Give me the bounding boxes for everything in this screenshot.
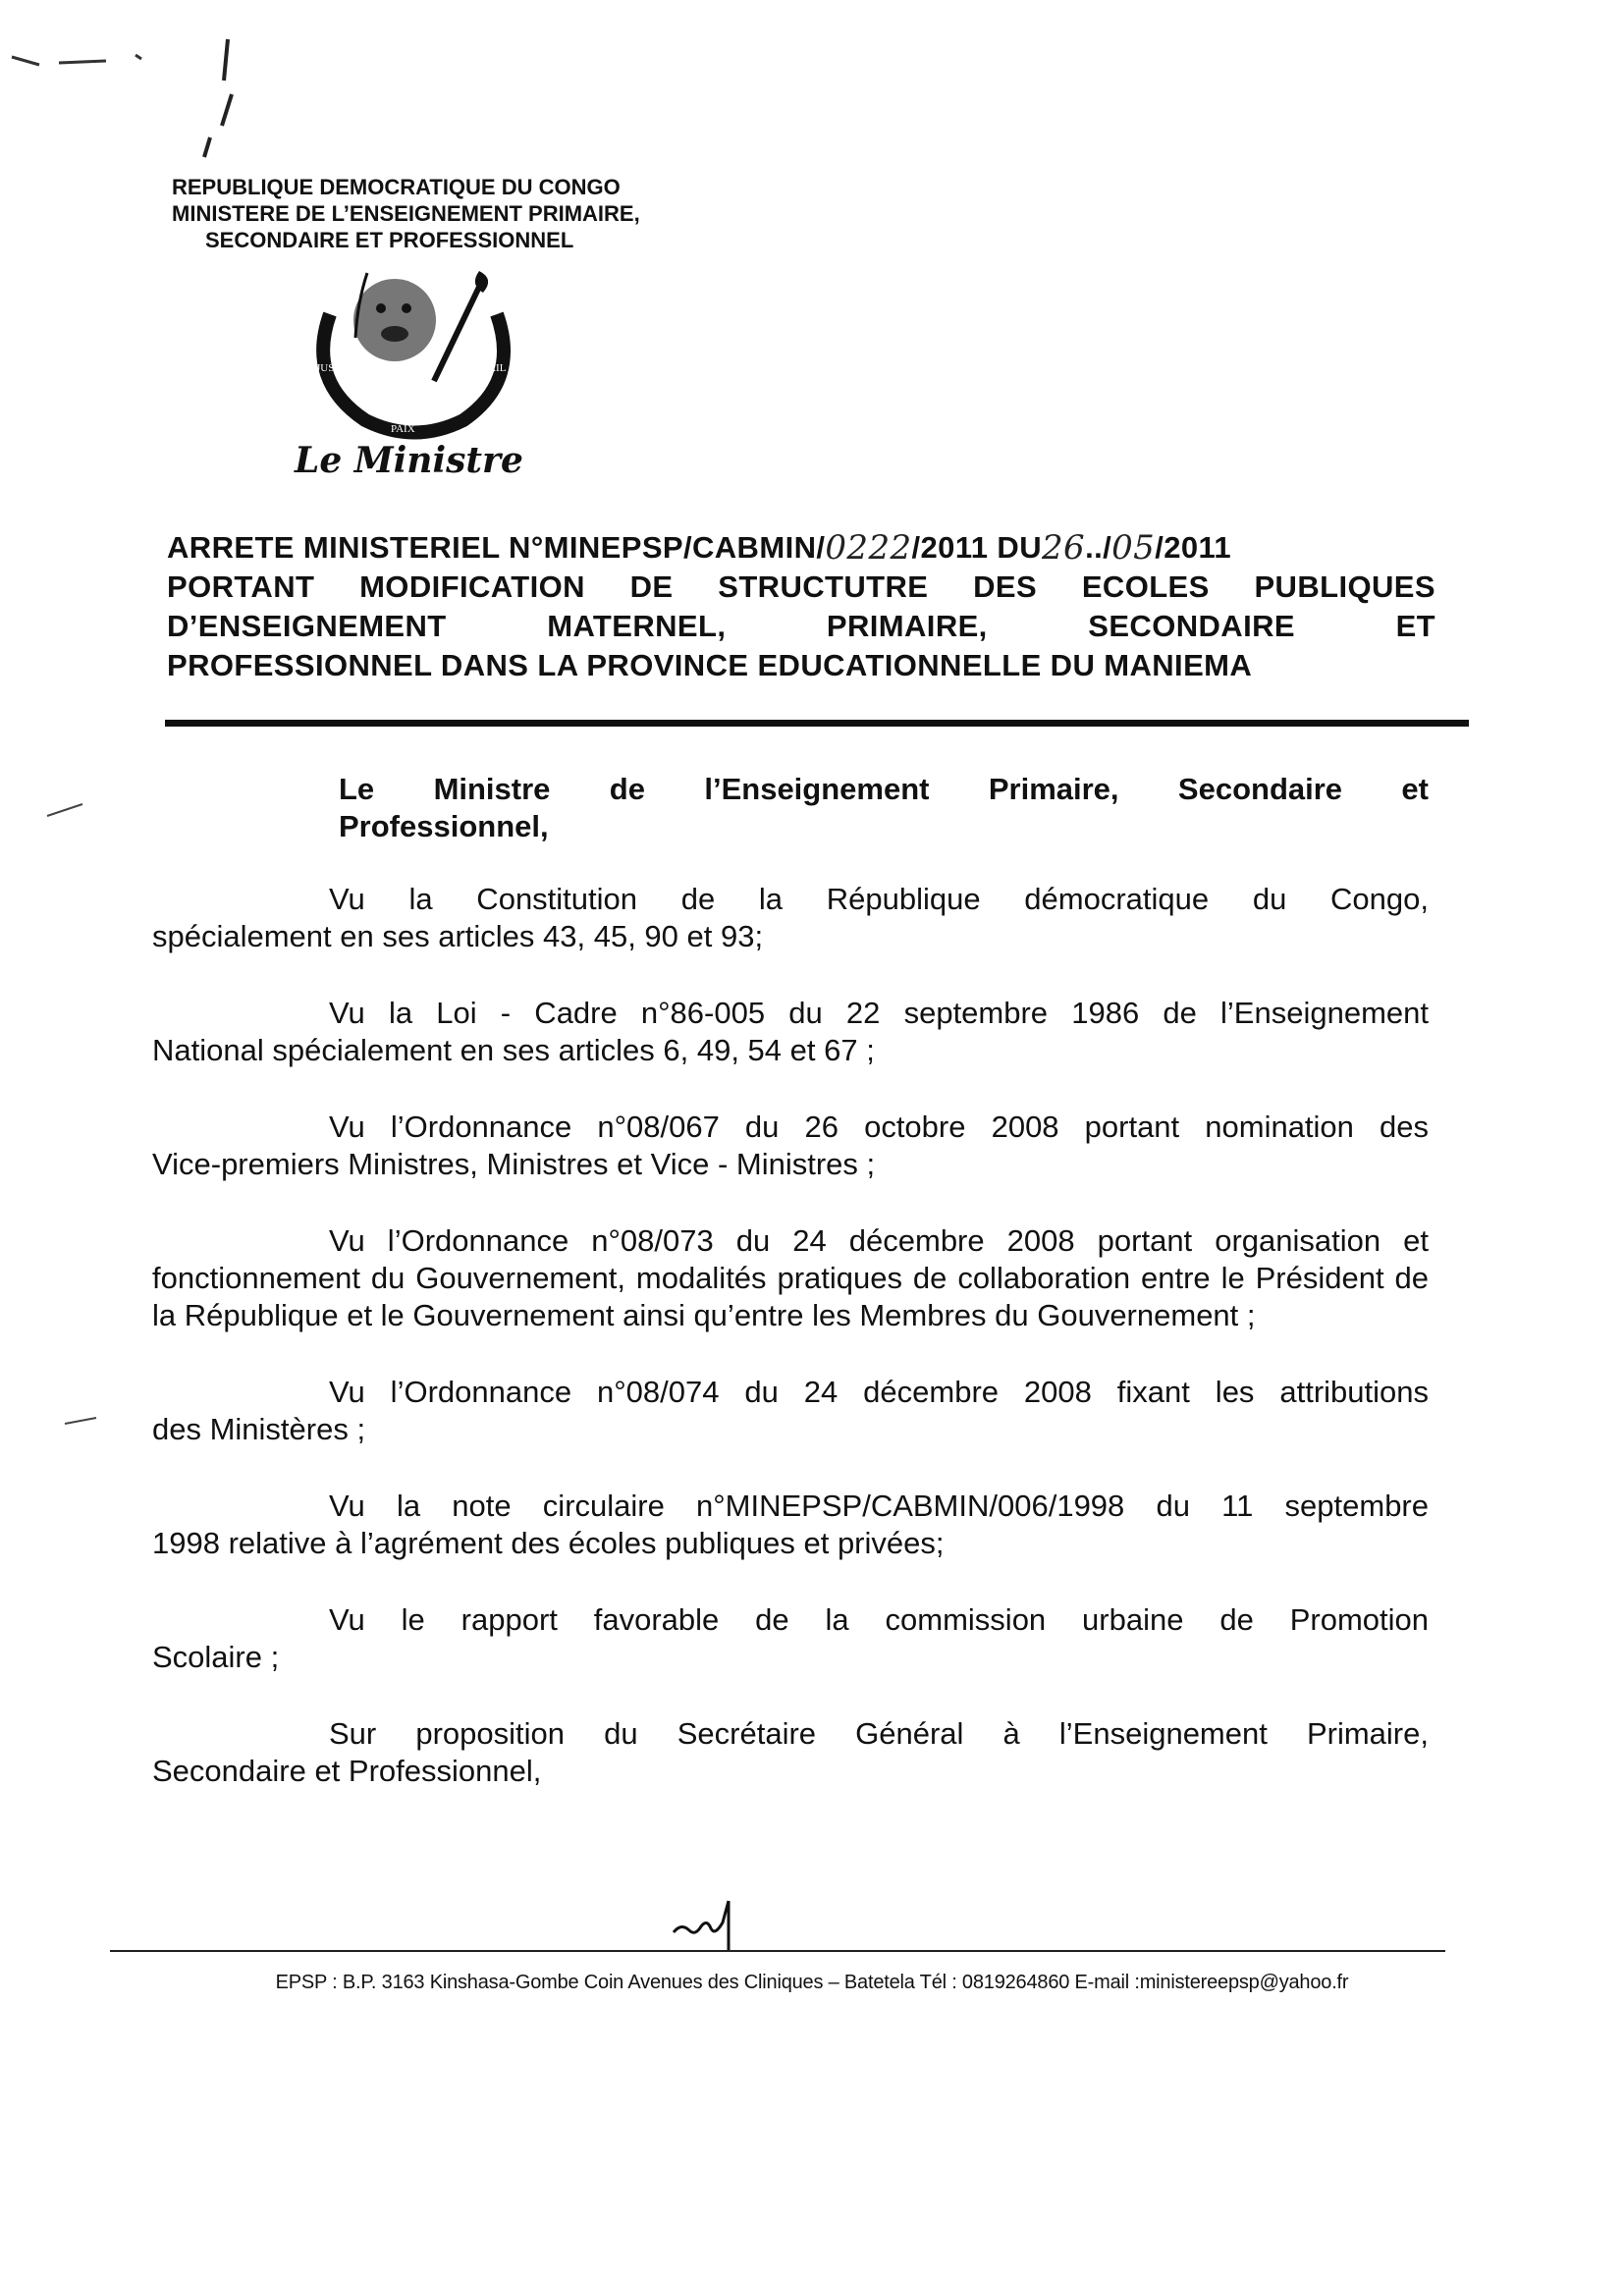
ministry-name-line2: SECONDAIRE ET PROFESSIONNEL — [205, 228, 574, 252]
title-line-2 — [167, 568, 1435, 607]
title-word: ET — [1395, 609, 1435, 643]
decree-prefix: ARRETE MINISTERIEL N°MINEPSP/CABMIN/ — [167, 530, 826, 565]
intro-word: Le — [339, 772, 375, 806]
decree-year: /2011 DU — [911, 530, 1042, 565]
footer-address: EPSP : B.P. 3163 Kinshasa-Gombe Coin Avenues des Cliniques – Batetela Tél : 0819264860 E-mail :ministereepsp@yahoo.fr — [275, 1972, 1349, 1993]
intro-word: Ministre — [433, 772, 551, 806]
margin-mark — [61, 1410, 120, 1430]
title-word: STRUCTUTRE — [718, 569, 929, 604]
paragraph-continuation: Scolaire ; — [152, 1640, 280, 1674]
paragraph-continuation: fonctionnement du Gouvernement, modalités pratiques de collaboration entre le Président de la République et le Gouvernement ainsi qu’entre les Membres du Gouvernement ; — [152, 1261, 1429, 1332]
title-line-4: PROFESSIONNEL DANS LA PROVINCE EDUCATIONNELLE DU MANIEMA — [167, 648, 1253, 682]
decree-suffix: /2011 — [1155, 530, 1232, 565]
decree-preamble — [152, 771, 1429, 1829]
intro-word: Primaire, — [988, 772, 1119, 806]
title-word: MODIFICATION — [359, 569, 585, 604]
preamble-paragraph — [152, 1222, 1429, 1334]
preamble-intro — [339, 771, 1429, 808]
paragraph-first-line: Vu la note circulaire n°MINEPSP/CABMIN/006/1998 du 11 septembre — [329, 1489, 1429, 1523]
ministry-name-line1: MINISTERE DE L’ENSEIGNEMENT PRIMAIRE, — [172, 201, 640, 226]
title-word: DE — [629, 569, 674, 604]
paragraph-continuation: 1998 relative à l’agrément des écoles publiques et privées; — [152, 1526, 945, 1560]
minister-signature-title: Le Ministre — [295, 440, 523, 481]
paragraph-first-line: Vu la Loi - Cadre n°86-005 du 22 septembre 1986 de l’Enseignement — [329, 996, 1429, 1030]
country-name: REPUBLIQUE DEMOCRATIQUE DU CONGO — [172, 175, 621, 199]
paragraph-continuation: Vice-premiers Ministres, Ministres et Vice - Ministres ; — [152, 1147, 876, 1181]
scan-marks — [0, 0, 324, 177]
title-word: DES — [973, 569, 1038, 604]
paragraph-first-line: Vu la Constitution de la République démocratique du Congo, — [329, 882, 1429, 916]
paragraph-first-line: Vu l’Ordonnance n°08/067 du 26 octobre 2008 portant nomination des — [329, 1110, 1429, 1144]
paragraph-continuation: National spécialement en ses articles 6, 49, 54 et 67 ; — [152, 1033, 875, 1067]
title-word: MATERNEL, — [547, 609, 727, 643]
title-word: PUBLIQUES — [1254, 569, 1435, 604]
intro-word: Secondaire — [1177, 772, 1343, 806]
preamble-paragraph — [152, 995, 1429, 1069]
intro-word: de — [609, 772, 645, 806]
paragraph-first-line: Sur proposition du Secrétaire Général à l’Enseignement Primaire, — [329, 1716, 1429, 1751]
emblem-motto-bottom: PAIX — [391, 423, 415, 435]
preamble-paragraph — [152, 1601, 1429, 1676]
title-word: PORTANT — [167, 569, 315, 604]
paragraph-first-line: Vu l’Ordonnance n°08/073 du 24 décembre 2008 portant organisation et — [329, 1223, 1429, 1258]
footer-divider — [110, 1950, 1445, 1952]
preamble-paragraph — [152, 1488, 1429, 1562]
leopard-coat-of-arms-icon — [287, 263, 542, 450]
preamble-paragraph — [152, 1109, 1429, 1183]
margin-mark — [43, 800, 102, 820]
paragraph-continuation: spécialement en ses articles 43, 45, 90 et 93; — [152, 919, 764, 953]
paragraph-continuation: Secondaire et Professionnel, — [152, 1754, 542, 1788]
decree-month-handwritten: 05 — [1111, 528, 1156, 568]
decree-number-line: ARRETE MINISTERIEL N°MINEPSP/CABMIN/ 0222 /2011 DU 26 ../ 05 /2011 — [167, 528, 1232, 568]
paragraph-first-line: Vu l’Ordonnance n°08/074 du 24 décembre 2008 fixant les attributions — [329, 1375, 1429, 1409]
title-word: ECOLES — [1081, 569, 1210, 604]
decree-number-handwritten: 0222 — [825, 528, 912, 568]
preamble-paragraph — [152, 881, 1429, 955]
handwritten-initials — [668, 1893, 746, 1952]
intro-word: et — [1401, 772, 1429, 806]
title-word: PRIMAIRE, — [826, 609, 988, 643]
decree-title — [167, 528, 1435, 685]
emblem-motto-left: JUSTICE — [316, 362, 358, 374]
decree-day-handwritten: 26 — [1041, 528, 1086, 568]
preamble-paragraph — [152, 1374, 1429, 1448]
preamble-intro-line2: Professionnel, — [339, 809, 549, 843]
title-word: SECONDAIRE — [1088, 609, 1295, 643]
title-word: D’ENSEIGNEMENT — [167, 609, 447, 643]
paragraph-continuation: des Ministères ; — [152, 1412, 366, 1446]
preamble-paragraph — [152, 1715, 1429, 1790]
emblem-motto-right: TRAVAIL — [461, 362, 507, 374]
title-divider — [165, 720, 1469, 727]
paragraph-first-line: Vu le rapport favorable de la commission urbaine de Promotion — [329, 1602, 1429, 1637]
letterhead — [172, 174, 640, 253]
title-line-3 — [167, 607, 1435, 646]
intro-word: l’Enseignement — [704, 772, 930, 806]
